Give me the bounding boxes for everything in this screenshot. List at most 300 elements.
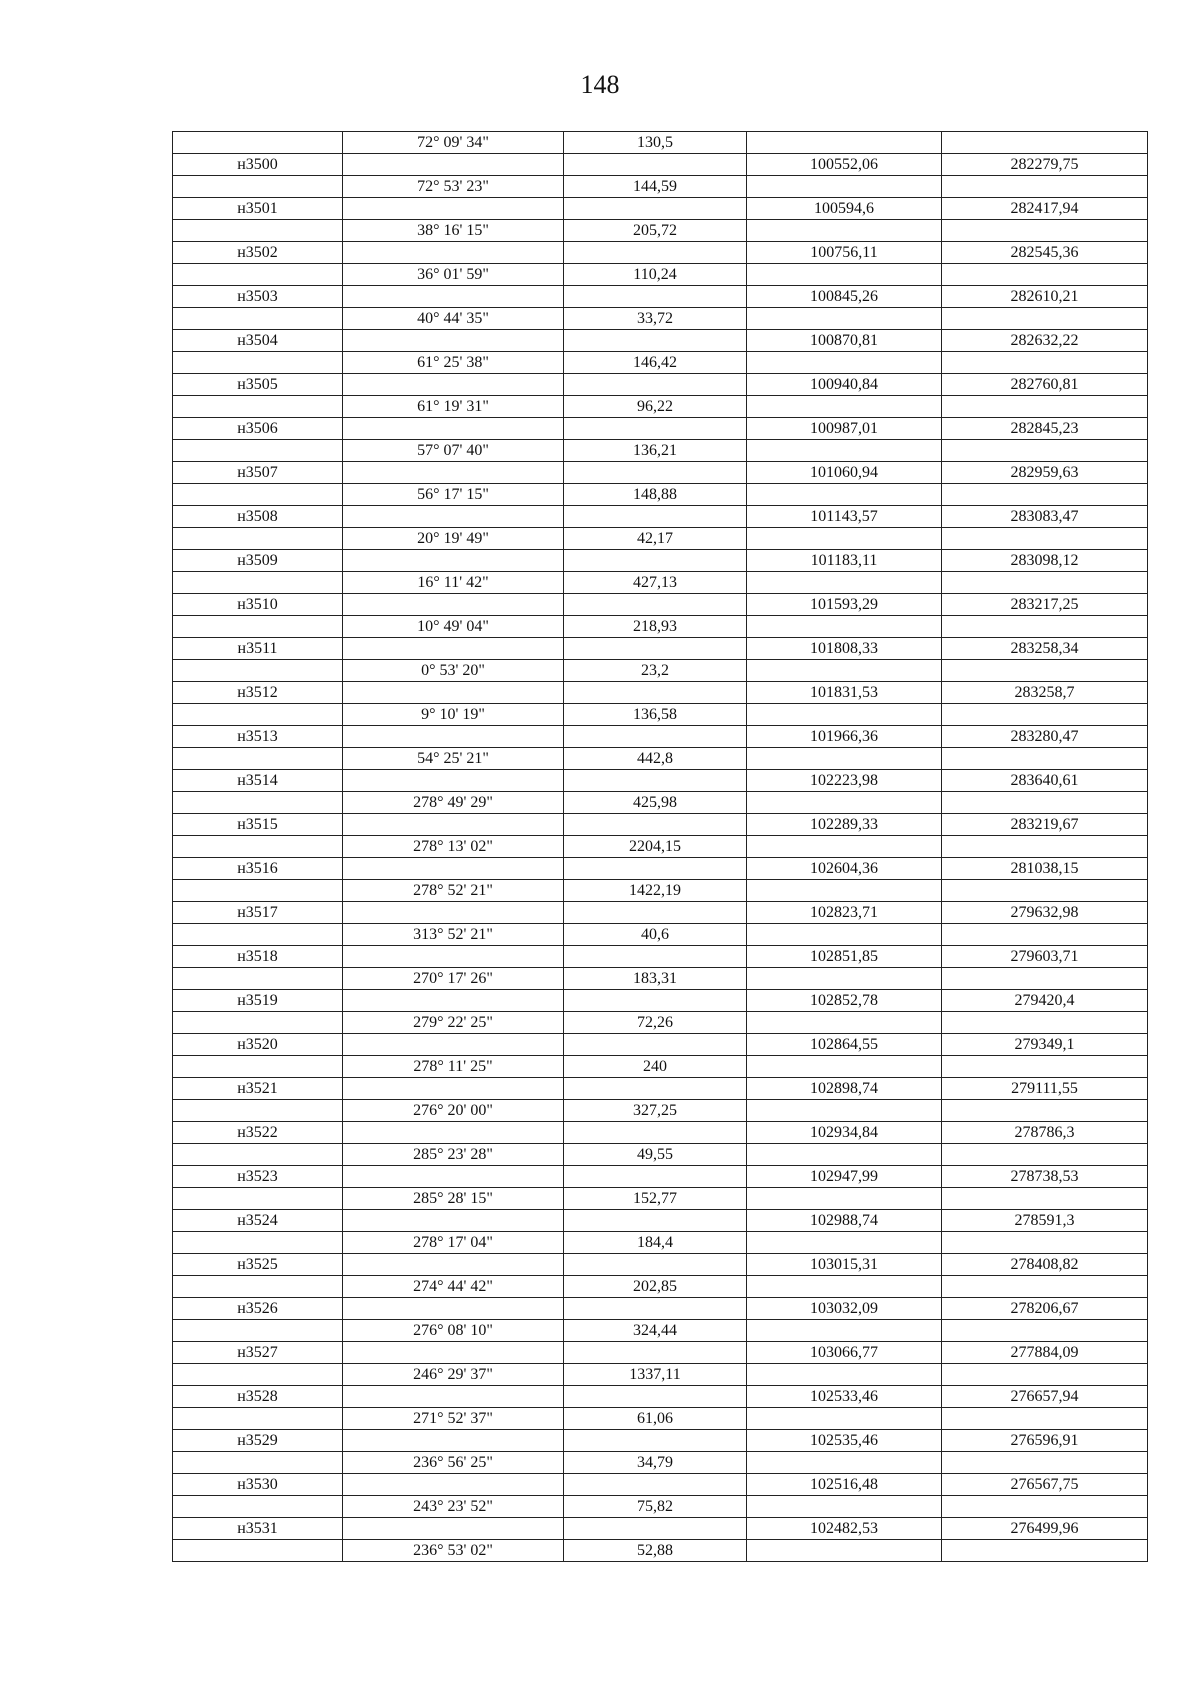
coordinates-table-body xyxy=(173,132,1148,1562)
point-row xyxy=(173,638,1148,660)
empty-cell xyxy=(942,1496,1148,1518)
segment-length: 183,31 xyxy=(564,968,747,990)
empty-cell xyxy=(747,484,942,506)
empty-cell xyxy=(747,1056,942,1078)
empty-cell xyxy=(942,1540,1148,1562)
segment-row xyxy=(173,1408,1148,1430)
segment-row xyxy=(173,1276,1148,1298)
empty-cell xyxy=(564,374,747,396)
point-row xyxy=(173,550,1148,572)
point-name: н3520 xyxy=(173,1034,343,1056)
point-row xyxy=(173,814,1148,836)
empty-cell xyxy=(173,836,343,858)
segment-row xyxy=(173,176,1148,198)
segment-row xyxy=(173,1364,1148,1386)
empty-cell xyxy=(173,352,343,374)
point-name: н3527 xyxy=(173,1342,343,1364)
direction-angle: 274° 44' 42" xyxy=(343,1276,564,1298)
empty-cell xyxy=(173,1540,343,1562)
empty-cell xyxy=(942,792,1148,814)
empty-cell xyxy=(942,1364,1148,1386)
coordinate-y: 282545,36 xyxy=(942,242,1148,264)
segment-length: 110,24 xyxy=(564,264,747,286)
coordinate-x: 100987,01 xyxy=(747,418,942,440)
coordinate-y: 282417,94 xyxy=(942,198,1148,220)
empty-cell xyxy=(564,638,747,660)
direction-angle: 20° 19' 49" xyxy=(343,528,564,550)
empty-cell xyxy=(942,528,1148,550)
segment-row xyxy=(173,1496,1148,1518)
coordinate-x: 102482,53 xyxy=(747,1518,942,1540)
coordinate-y: 282610,21 xyxy=(942,286,1148,308)
empty-cell xyxy=(942,1144,1148,1166)
coordinate-y: 282279,75 xyxy=(942,154,1148,176)
point-name: н3500 xyxy=(173,154,343,176)
segment-length: 205,72 xyxy=(564,220,747,242)
coordinate-x: 102535,46 xyxy=(747,1430,942,1452)
coordinate-y: 282845,23 xyxy=(942,418,1148,440)
empty-cell xyxy=(942,616,1148,638)
point-name: н3513 xyxy=(173,726,343,748)
direction-angle: 16° 11' 42" xyxy=(343,572,564,594)
empty-cell xyxy=(747,704,942,726)
segment-length: 34,79 xyxy=(564,1452,747,1474)
empty-cell xyxy=(343,858,564,880)
coordinate-x: 102533,46 xyxy=(747,1386,942,1408)
coordinate-y: 278738,53 xyxy=(942,1166,1148,1188)
empty-cell xyxy=(173,792,343,814)
empty-cell xyxy=(173,924,343,946)
point-name: н3505 xyxy=(173,374,343,396)
segment-length: 40,6 xyxy=(564,924,747,946)
empty-cell xyxy=(942,352,1148,374)
coordinate-y: 276596,91 xyxy=(942,1430,1148,1452)
point-row xyxy=(173,198,1148,220)
empty-cell xyxy=(343,814,564,836)
segment-length: 324,44 xyxy=(564,1320,747,1342)
segment-length: 1337,11 xyxy=(564,1364,747,1386)
coordinate-x: 102223,98 xyxy=(747,770,942,792)
point-name: н3516 xyxy=(173,858,343,880)
segment-length: 427,13 xyxy=(564,572,747,594)
empty-cell xyxy=(564,682,747,704)
coordinate-y: 283098,12 xyxy=(942,550,1148,572)
point-row xyxy=(173,286,1148,308)
empty-cell xyxy=(942,748,1148,770)
direction-angle: 72° 53' 23" xyxy=(343,176,564,198)
empty-cell xyxy=(942,1232,1148,1254)
coordinate-y: 283217,25 xyxy=(942,594,1148,616)
empty-cell xyxy=(747,660,942,682)
empty-cell xyxy=(942,880,1148,902)
point-name: н3514 xyxy=(173,770,343,792)
point-row xyxy=(173,1342,1148,1364)
direction-angle: 285° 28' 15" xyxy=(343,1188,564,1210)
coordinate-y: 283640,61 xyxy=(942,770,1148,792)
segment-row xyxy=(173,352,1148,374)
empty-cell xyxy=(564,1034,747,1056)
point-name: н3501 xyxy=(173,198,343,220)
point-name: н3523 xyxy=(173,1166,343,1188)
coordinate-y: 283258,34 xyxy=(942,638,1148,660)
empty-cell xyxy=(564,1210,747,1232)
coordinate-x: 102516,48 xyxy=(747,1474,942,1496)
direction-angle: 279° 22' 25" xyxy=(343,1012,564,1034)
point-row xyxy=(173,1386,1148,1408)
empty-cell xyxy=(343,1078,564,1100)
point-row xyxy=(173,462,1148,484)
empty-cell xyxy=(564,286,747,308)
empty-cell xyxy=(343,946,564,968)
empty-cell xyxy=(343,1342,564,1364)
empty-cell xyxy=(343,506,564,528)
empty-cell xyxy=(747,396,942,418)
coordinate-x: 100870,81 xyxy=(747,330,942,352)
segment-length: 148,88 xyxy=(564,484,747,506)
empty-cell xyxy=(747,132,942,154)
coordinate-x: 103032,09 xyxy=(747,1298,942,1320)
direction-angle: 57° 07' 40" xyxy=(343,440,564,462)
coordinate-y: 283083,47 xyxy=(942,506,1148,528)
point-row xyxy=(173,242,1148,264)
segment-length: 136,21 xyxy=(564,440,747,462)
empty-cell xyxy=(173,748,343,770)
empty-cell xyxy=(173,1364,343,1386)
coordinate-y: 283280,47 xyxy=(942,726,1148,748)
direction-angle: 243° 23' 52" xyxy=(343,1496,564,1518)
point-name: н3515 xyxy=(173,814,343,836)
segment-length: 425,98 xyxy=(564,792,747,814)
coordinate-y: 278408,82 xyxy=(942,1254,1148,1276)
segment-length: 144,59 xyxy=(564,176,747,198)
coordinate-y: 278591,3 xyxy=(942,1210,1148,1232)
segment-row xyxy=(173,308,1148,330)
direction-angle: 276° 08' 10" xyxy=(343,1320,564,1342)
page-number: 148 xyxy=(580,70,620,99)
empty-cell xyxy=(343,638,564,660)
empty-cell xyxy=(343,1298,564,1320)
empty-cell xyxy=(173,440,343,462)
empty-cell xyxy=(747,616,942,638)
empty-cell xyxy=(564,198,747,220)
segment-length: 33,72 xyxy=(564,308,747,330)
segment-row xyxy=(173,1056,1148,1078)
segment-row xyxy=(173,880,1148,902)
segment-length: 442,8 xyxy=(564,748,747,770)
segment-row xyxy=(173,1012,1148,1034)
empty-cell xyxy=(173,1496,343,1518)
empty-cell xyxy=(942,440,1148,462)
segment-row xyxy=(173,528,1148,550)
coordinate-x: 102947,99 xyxy=(747,1166,942,1188)
coordinate-y: 276567,75 xyxy=(942,1474,1148,1496)
point-name: н3526 xyxy=(173,1298,343,1320)
empty-cell xyxy=(343,1518,564,1540)
empty-cell xyxy=(343,286,564,308)
segment-length: 218,93 xyxy=(564,616,747,638)
coordinate-x: 101808,33 xyxy=(747,638,942,660)
empty-cell xyxy=(173,264,343,286)
segment-length: 75,82 xyxy=(564,1496,747,1518)
empty-cell xyxy=(343,1430,564,1452)
empty-cell xyxy=(343,1386,564,1408)
point-row xyxy=(173,1166,1148,1188)
segment-row xyxy=(173,484,1148,506)
empty-cell xyxy=(747,880,942,902)
segment-row xyxy=(173,748,1148,770)
point-row xyxy=(173,418,1148,440)
point-row xyxy=(173,858,1148,880)
segment-row xyxy=(173,1540,1148,1562)
direction-angle: 61° 19' 31" xyxy=(343,396,564,418)
point-row xyxy=(173,726,1148,748)
point-name: н3511 xyxy=(173,638,343,660)
segment-length: 327,25 xyxy=(564,1100,747,1122)
empty-cell xyxy=(343,770,564,792)
empty-cell xyxy=(942,1056,1148,1078)
segment-row xyxy=(173,1320,1148,1342)
point-row xyxy=(173,770,1148,792)
coordinate-x: 102934,84 xyxy=(747,1122,942,1144)
empty-cell xyxy=(343,1034,564,1056)
point-name: н3502 xyxy=(173,242,343,264)
coordinate-y: 276657,94 xyxy=(942,1386,1148,1408)
empty-cell xyxy=(564,330,747,352)
segment-length: 52,88 xyxy=(564,1540,747,1562)
segment-length: 136,58 xyxy=(564,704,747,726)
point-row xyxy=(173,946,1148,968)
empty-cell xyxy=(564,1166,747,1188)
empty-cell xyxy=(564,1122,747,1144)
empty-cell xyxy=(747,792,942,814)
coordinate-y: 281038,15 xyxy=(942,858,1148,880)
empty-cell xyxy=(747,1012,942,1034)
point-name: н3508 xyxy=(173,506,343,528)
empty-cell xyxy=(173,660,343,682)
empty-cell xyxy=(942,1408,1148,1430)
empty-cell xyxy=(173,968,343,990)
empty-cell xyxy=(747,748,942,770)
coordinate-x: 102823,71 xyxy=(747,902,942,924)
coordinate-x: 102898,74 xyxy=(747,1078,942,1100)
point-row xyxy=(173,1430,1148,1452)
empty-cell xyxy=(942,264,1148,286)
empty-cell xyxy=(564,726,747,748)
empty-cell xyxy=(747,1540,942,1562)
coordinate-x: 102289,33 xyxy=(747,814,942,836)
coordinate-y: 276499,96 xyxy=(942,1518,1148,1540)
empty-cell xyxy=(564,154,747,176)
point-name: н3528 xyxy=(173,1386,343,1408)
segment-row xyxy=(173,660,1148,682)
empty-cell xyxy=(564,1474,747,1496)
empty-cell xyxy=(747,308,942,330)
direction-angle: 36° 01' 59" xyxy=(343,264,564,286)
coordinate-y: 279111,55 xyxy=(942,1078,1148,1100)
direction-angle: 313° 52' 21" xyxy=(343,924,564,946)
segment-row xyxy=(173,132,1148,154)
point-row xyxy=(173,1210,1148,1232)
direction-angle: 246° 29' 37" xyxy=(343,1364,564,1386)
empty-cell xyxy=(747,440,942,462)
empty-cell xyxy=(173,484,343,506)
point-name: н3506 xyxy=(173,418,343,440)
empty-cell xyxy=(942,704,1148,726)
point-name: н3512 xyxy=(173,682,343,704)
empty-cell xyxy=(942,396,1148,418)
empty-cell xyxy=(343,418,564,440)
empty-cell xyxy=(564,902,747,924)
point-name: н3509 xyxy=(173,550,343,572)
empty-cell xyxy=(173,308,343,330)
coordinates-table xyxy=(172,131,1148,1562)
segment-row xyxy=(173,792,1148,814)
empty-cell xyxy=(747,528,942,550)
coordinate-x: 101143,57 xyxy=(747,506,942,528)
coordinate-x: 102852,78 xyxy=(747,990,942,1012)
point-row xyxy=(173,1078,1148,1100)
coordinate-x: 102851,85 xyxy=(747,946,942,968)
direction-angle: 276° 20' 00" xyxy=(343,1100,564,1122)
empty-cell xyxy=(343,1254,564,1276)
coordinate-y: 282760,81 xyxy=(942,374,1148,396)
empty-cell xyxy=(942,572,1148,594)
coordinate-x: 100594,6 xyxy=(747,198,942,220)
segment-row xyxy=(173,572,1148,594)
empty-cell xyxy=(747,1276,942,1298)
direction-angle: 40° 44' 35" xyxy=(343,308,564,330)
empty-cell xyxy=(747,1144,942,1166)
empty-cell xyxy=(343,1122,564,1144)
empty-cell xyxy=(564,418,747,440)
empty-cell xyxy=(942,308,1148,330)
coordinate-y: 283258,7 xyxy=(942,682,1148,704)
empty-cell xyxy=(747,1188,942,1210)
segment-length: 202,85 xyxy=(564,1276,747,1298)
empty-cell xyxy=(173,396,343,418)
empty-cell xyxy=(942,484,1148,506)
segment-row xyxy=(173,1452,1148,1474)
point-name: н3507 xyxy=(173,462,343,484)
segment-row xyxy=(173,616,1148,638)
empty-cell xyxy=(942,176,1148,198)
empty-cell xyxy=(564,1298,747,1320)
point-name: н3519 xyxy=(173,990,343,1012)
segment-length: 96,22 xyxy=(564,396,747,418)
empty-cell xyxy=(942,1320,1148,1342)
segment-length: 240 xyxy=(564,1056,747,1078)
direction-angle: 38° 16' 15" xyxy=(343,220,564,242)
point-row xyxy=(173,1034,1148,1056)
empty-cell xyxy=(747,1100,942,1122)
point-name: н3510 xyxy=(173,594,343,616)
empty-cell xyxy=(343,550,564,572)
empty-cell xyxy=(343,1166,564,1188)
empty-cell xyxy=(564,770,747,792)
coordinate-y: 282959,63 xyxy=(942,462,1148,484)
direction-angle: 236° 56' 25" xyxy=(343,1452,564,1474)
empty-cell xyxy=(173,1276,343,1298)
coordinate-y: 282632,22 xyxy=(942,330,1148,352)
coordinate-y: 277884,09 xyxy=(942,1342,1148,1364)
point-name: н3503 xyxy=(173,286,343,308)
point-name: н3504 xyxy=(173,330,343,352)
coordinate-x: 100845,26 xyxy=(747,286,942,308)
point-name: н3518 xyxy=(173,946,343,968)
point-name: н3529 xyxy=(173,1430,343,1452)
empty-cell xyxy=(564,242,747,264)
empty-cell xyxy=(747,924,942,946)
coordinate-x: 100940,84 xyxy=(747,374,942,396)
direction-angle: 278° 49' 29" xyxy=(343,792,564,814)
coordinate-y: 283219,67 xyxy=(942,814,1148,836)
direction-angle: 61° 25' 38" xyxy=(343,352,564,374)
empty-cell xyxy=(564,814,747,836)
coordinate-x: 100756,11 xyxy=(747,242,942,264)
segment-row xyxy=(173,220,1148,242)
coordinate-x: 102604,36 xyxy=(747,858,942,880)
point-name: н3531 xyxy=(173,1518,343,1540)
point-row xyxy=(173,1298,1148,1320)
coordinate-y: 279632,98 xyxy=(942,902,1148,924)
point-row xyxy=(173,682,1148,704)
empty-cell xyxy=(173,176,343,198)
segment-row xyxy=(173,440,1148,462)
point-name: н3525 xyxy=(173,1254,343,1276)
empty-cell xyxy=(173,616,343,638)
empty-cell xyxy=(173,1232,343,1254)
empty-cell xyxy=(942,968,1148,990)
empty-cell xyxy=(747,264,942,286)
coordinate-x: 101183,11 xyxy=(747,550,942,572)
empty-cell xyxy=(942,924,1148,946)
segment-length: 61,06 xyxy=(564,1408,747,1430)
empty-cell xyxy=(942,660,1148,682)
empty-cell xyxy=(173,1144,343,1166)
direction-angle: 54° 25' 21" xyxy=(343,748,564,770)
coordinate-x: 103015,31 xyxy=(747,1254,942,1276)
direction-angle: 278° 17' 04" xyxy=(343,1232,564,1254)
point-name: н3530 xyxy=(173,1474,343,1496)
coordinate-x: 101593,29 xyxy=(747,594,942,616)
direction-angle: 0° 53' 20" xyxy=(343,660,564,682)
direction-angle: 270° 17' 26" xyxy=(343,968,564,990)
point-name: н3522 xyxy=(173,1122,343,1144)
empty-cell xyxy=(173,704,343,726)
empty-cell xyxy=(564,1078,747,1100)
point-row xyxy=(173,374,1148,396)
coordinate-y: 279603,71 xyxy=(942,946,1148,968)
coordinate-y: 279420,4 xyxy=(942,990,1148,1012)
empty-cell xyxy=(564,1518,747,1540)
empty-cell xyxy=(564,1254,747,1276)
empty-cell xyxy=(173,132,343,154)
segment-row xyxy=(173,1100,1148,1122)
point-row xyxy=(173,1474,1148,1496)
empty-cell xyxy=(747,968,942,990)
direction-angle: 72° 09' 34" xyxy=(343,132,564,154)
empty-cell xyxy=(942,1452,1148,1474)
coordinate-y: 279349,1 xyxy=(942,1034,1148,1056)
empty-cell xyxy=(343,154,564,176)
coordinate-x: 102864,55 xyxy=(747,1034,942,1056)
segment-row xyxy=(173,836,1148,858)
empty-cell xyxy=(747,1496,942,1518)
direction-angle: 9° 10' 19" xyxy=(343,704,564,726)
empty-cell xyxy=(343,1210,564,1232)
coordinate-x: 100552,06 xyxy=(747,154,942,176)
direction-angle: 278° 13' 02" xyxy=(343,836,564,858)
